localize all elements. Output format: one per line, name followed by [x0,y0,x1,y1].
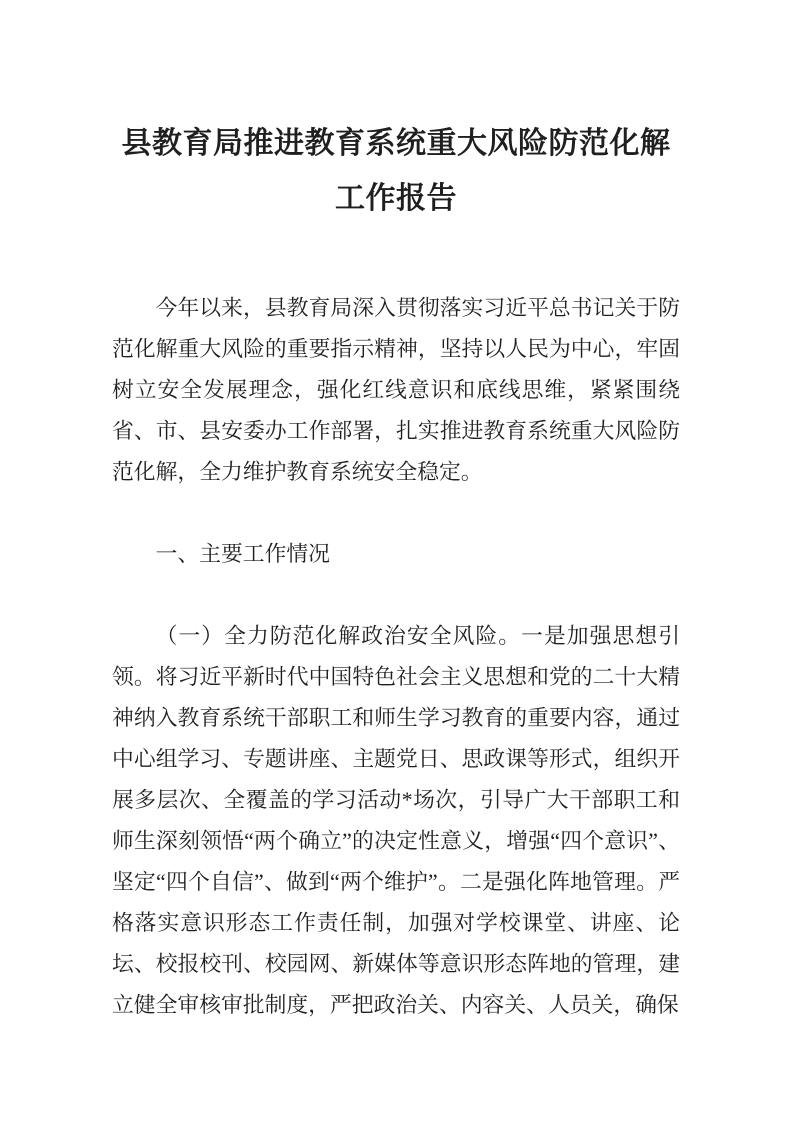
section-paragraph-political-risk: （一）全力防范化解政治安全风险。一是加强思想引领。将习近平新时代中国特色社会主义思想和党的二十大精神纳入教育系统干部职工和师生学习教育的重要内容，通过中心组学习、专题讲座、主题党日、思政课等形式，组织开展多层次、全覆盖的学习活动*场次，引导广大干部职工和师生深刻领悟“两个确立”的决定性意义，增强“四个意识”、坚定“四个自信”、做到“两个维护”。二是强化阵地管理。严格落实意识形态工作责任制，加强对学校课堂、讲座、论坛、校报校刊、校园网、新媒体等意识形态阵地的管理，建立健全审核审批制度，严把政治关、内容关、人员关，确保 [112,624,680,1017]
document-title-line-1: 县教育局推进教育系统重大风险防范化解 [121,127,671,160]
intro-paragraph: 今年以来，县教育局深入贯彻落实习近平总书记关于防范化解重大风险的重要指示精神，坚持以人民为中心，牢固树立安全发展理念，强化红线意识和底线思维，紧紧围绕省、市、县安委办工作部署，扎实推进教育系统重大风险防范化解，全力维护教育系统安全稳定。 [112,296,680,484]
document-title-line-2: 工作报告 [335,182,457,215]
section-heading-main-work: 一、主要工作情况 [155,542,330,566]
document-title [112,116,680,226]
